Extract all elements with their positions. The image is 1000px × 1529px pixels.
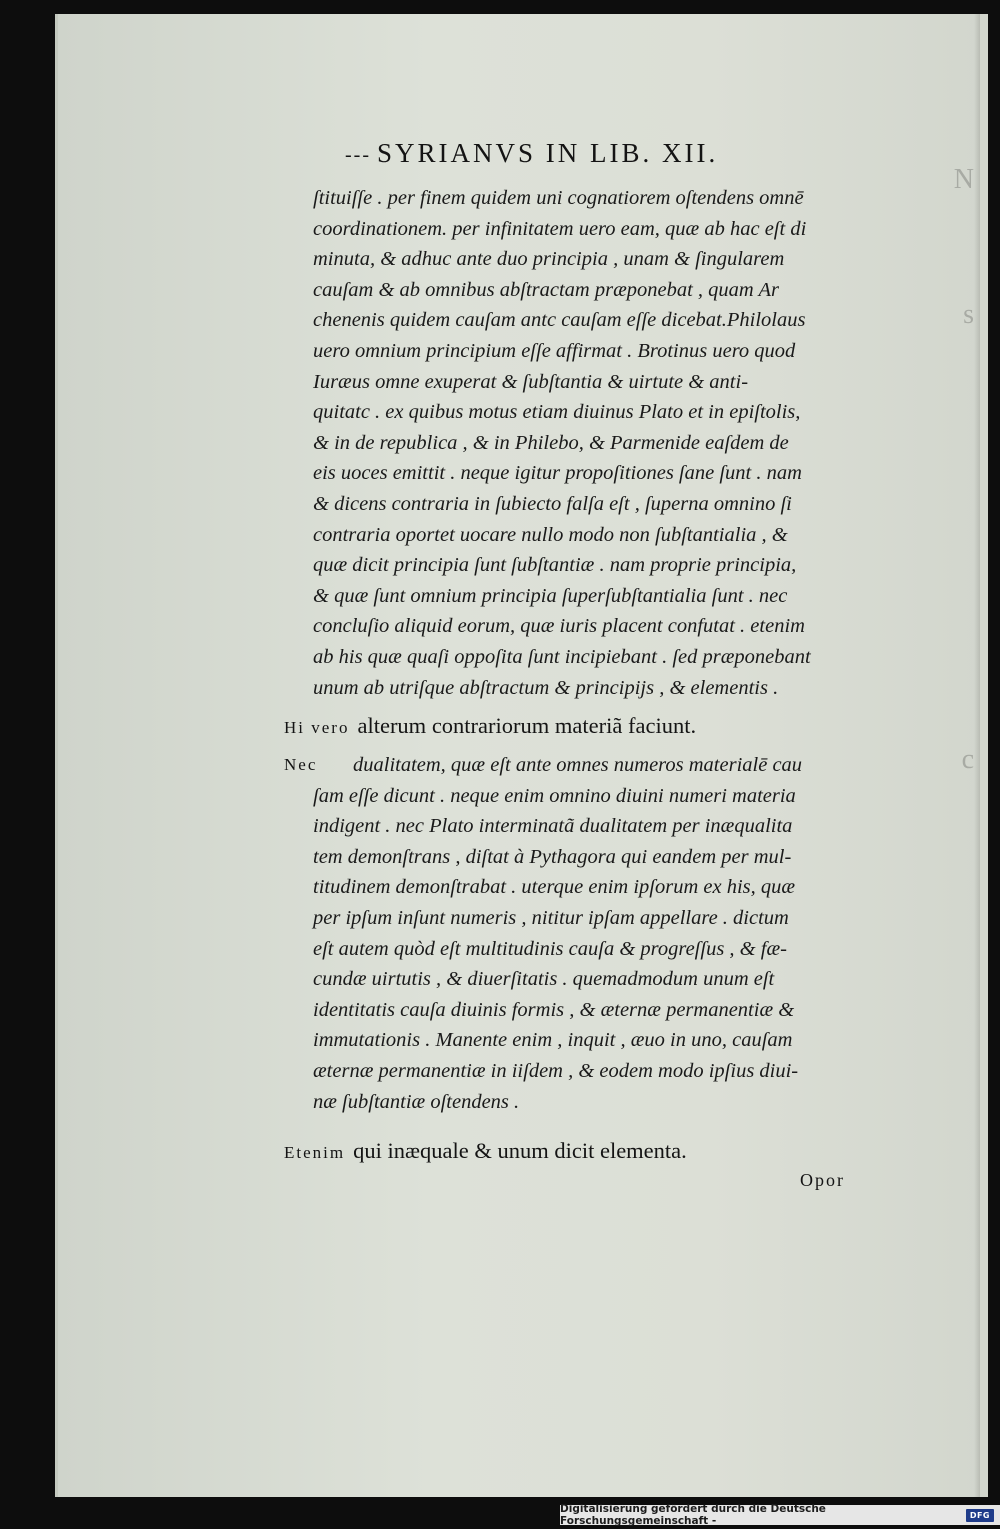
text-line: minuta, & adhuc ante duo principia , unam & ſingularem [313, 248, 785, 271]
text-line: titudinem demonſtrabat . uterque enim ipſorum ex his, quæ [313, 876, 796, 899]
text-line: quæ dicit principia ſunt ſubſtantiæ . nam proprie principia, [313, 554, 797, 577]
text-line: eis uoces emittit . neque igitur propoſitiones ſane ſunt . nam [313, 462, 802, 485]
text-line: dualitatem, quæ eſt ante omnes numeros materialē cau [353, 754, 803, 776]
text-line: næ ſubſtantiæ oſtendens . [313, 1090, 520, 1113]
text-line: contraria oportet uocare nullo modo non ſubſtantialia , & [313, 523, 788, 546]
text-line: ſam eſſe dicunt . neque enim omnino diuini numeri materia [313, 784, 796, 807]
lemma-heading-2 [284, 1138, 687, 1164]
text-line: ſtituiſſe . per finem quidem uni cognatiorem oſtendens omnē [313, 187, 804, 209]
text-line: ab his quæ quaſi oppoſita ſunt incipiebant . ſed præponebant [313, 645, 811, 668]
text-line: & in de republica , & in Philebo, & Parmenide eaſdem de [313, 431, 789, 454]
text-line: concluſio aliquid eorum, quæ iuris placent confutat . etenim [313, 615, 805, 638]
text-line: uero omnium principium eſſe affirmat . Brotinus uero quod [313, 339, 796, 362]
catchword: Opor [800, 1170, 845, 1190]
bleed-through-margin: s [963, 299, 974, 330]
bleed-through-margin: c [961, 744, 974, 775]
text-line: æternæ permanentiæ in iiſdem , & eodem modo ipſius diui- [313, 1059, 799, 1082]
lemma-lead: Etenim [284, 1143, 346, 1162]
running-head [345, 138, 718, 169]
lemma-text: alterum contrariorum materiã faciunt. [357, 713, 697, 738]
text-line: identitatis cauſa diuinis formis , & æternæ permanentiæ & [313, 998, 795, 1021]
text-line: eſt autem quòd eſt multitudinis cauſa & progreſſus , & fæ- [313, 937, 787, 960]
text-line: coordinationem. per infinitatem uero eam, quæ ab hac eſt di [313, 217, 807, 240]
dfg-logo-icon: DFG [966, 1509, 994, 1522]
lemma-text: qui inæquale & unum dicit elementa. [353, 1138, 687, 1163]
text-line: cundæ uirtutis , & diuerſitatis . quemadmodum unum eſt [313, 968, 775, 991]
text-block-2 [313, 750, 913, 1117]
text-line: cauſam & ab omnibus abſtractam præponebat , quam Ar [313, 278, 779, 301]
bleed-through-margin: N [953, 164, 974, 195]
text-line: unum ab utriſque abſtractum & principijs , & elementis . [313, 676, 779, 699]
text-block-1 [313, 183, 913, 703]
text-line: chenenis quidem cauſam antc cauſam eſſe dicebat.Philolaus [313, 309, 806, 332]
block-2-lead-word: Nec [284, 755, 318, 774]
running-head-title: SYRIANVS IN LIB. XII. [376, 138, 719, 168]
text-line: indigent . nec Plato interminatã dualitatem per inæqualita [313, 815, 793, 838]
lemma-lead: Hi vero [284, 718, 350, 737]
digitization-credit-bar [560, 1505, 1000, 1525]
text-line: quitatc . ex quibus motus etiam diuinus Plato et in epiſtolis, [313, 401, 801, 424]
text-line: tem demonſtrans , diſtat à Pythagora qui eandem per mul- [313, 845, 792, 868]
lemma-heading-1 [284, 713, 696, 739]
running-head-ornament: --- [345, 144, 371, 167]
text-line: & dicens contraria in ſubiecto falſa eſt , ſuperna omnino ſi [313, 492, 792, 515]
text-line: Iuræus omne exuperat & ſubſtantia & uirtute & anti- [313, 370, 749, 393]
text-line: & quæ ſunt omnium principia ſuperſubſtantialia ſunt . nec [313, 584, 788, 607]
text-line: per ipſum inſunt numeris , nititur ipſam appellare . dictum [313, 906, 789, 929]
text-line: immutationis . Manente enim , inquit , æuo in uno, cauſam [313, 1029, 793, 1052]
credit-text: Digitalisierung gefördert durch die Deutsche Forschungsgemeinschaft - [560, 1503, 826, 1527]
